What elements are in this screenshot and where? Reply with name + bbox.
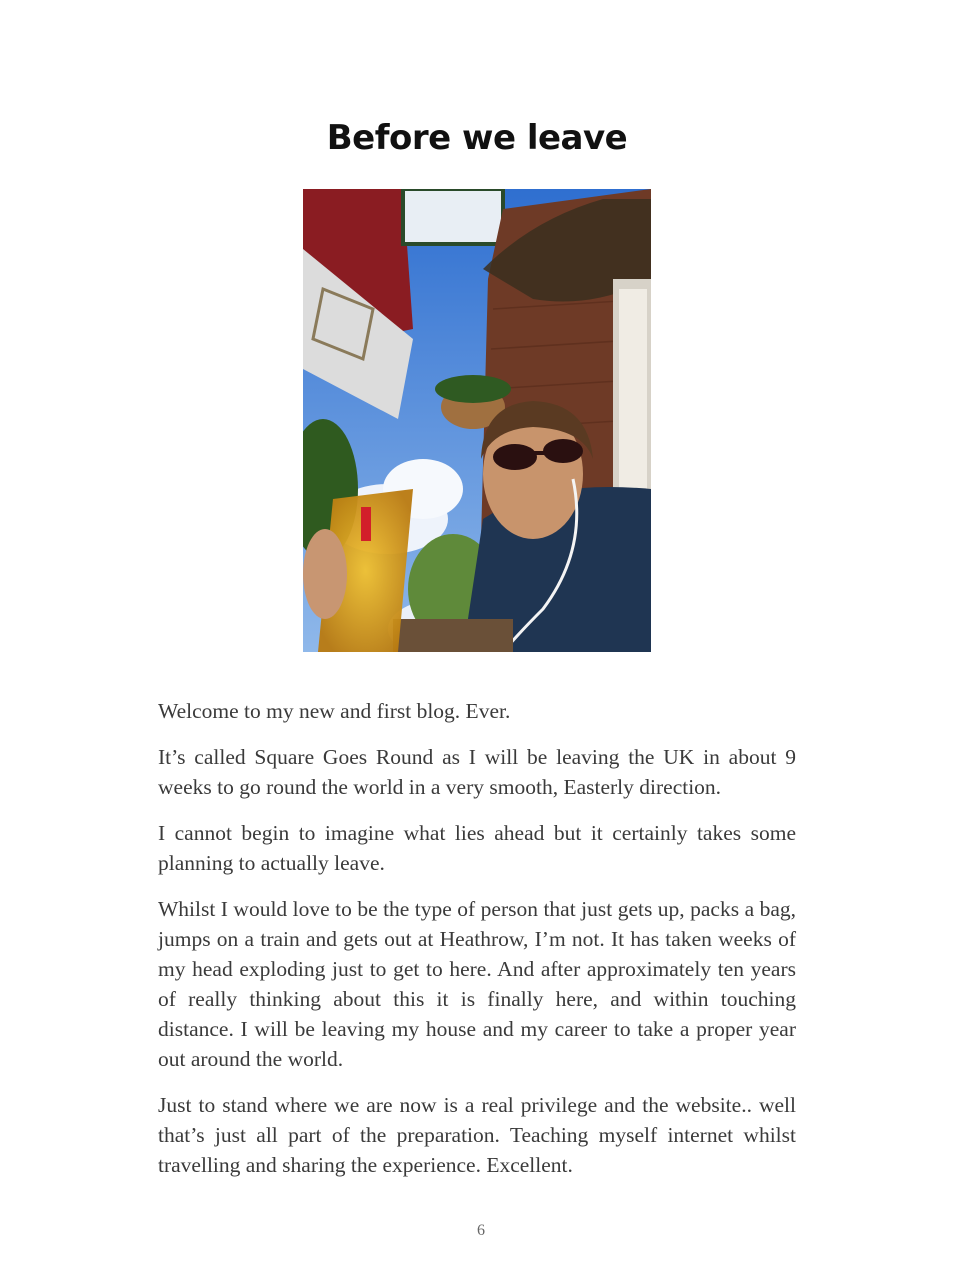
photo-image bbox=[303, 189, 651, 652]
blog-body bbox=[158, 696, 796, 1196]
paragraph-welcome: Welcome to my new and first blog. Ever. bbox=[158, 699, 511, 723]
paragraph-planning: I cannot begin to imagine what lies ahead but it certainly takes some planning to actually leave. bbox=[158, 821, 796, 875]
paragraph-privilege: Just to stand where we are now is a real privilege and the website.. well that’s just all part of the preparation. Teaching myself internet whilst travelling and sharing the experience. Excellent. bbox=[158, 1093, 796, 1177]
paragraph-square-goes-round: It’s called Square Goes Round as I will be leaving the UK in about 9 weeks to go round the world in a very smooth, Easterly direction. bbox=[158, 745, 796, 799]
page-number: 6 bbox=[477, 1222, 485, 1239]
page-title: Before we leave bbox=[326, 118, 628, 158]
paragraph-whilst: Whilst I would love to be the type of person that just gets up, packs a bag, jumps on a train and gets out at Heathrow, I’m not. It has taken weeks of my head exploding just to get to here. And after approximately ten years of really thinking about this it is finally here, and within touching distance. I will be leaving my house and my career to take a proper year out around the world. bbox=[158, 897, 796, 1071]
